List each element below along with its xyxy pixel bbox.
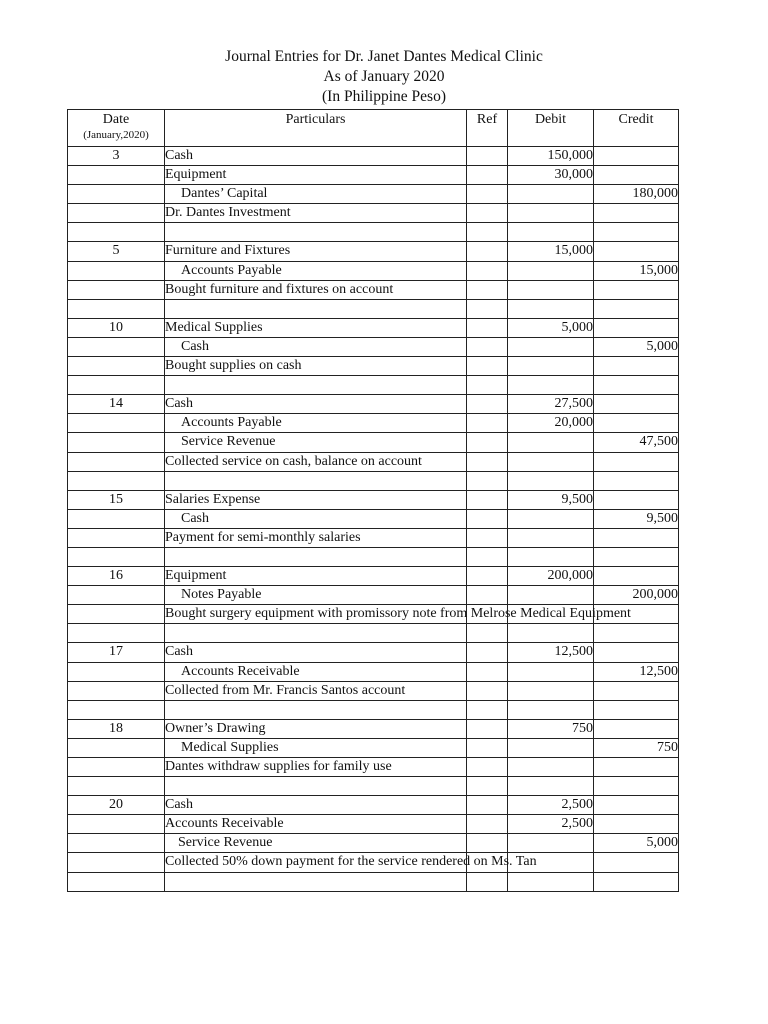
empty-cell: [508, 624, 594, 643]
entry-date: [68, 605, 165, 624]
ref-cell: [467, 414, 508, 433]
debit-cell: 20,000: [508, 414, 594, 433]
empty-cell: [594, 777, 679, 796]
credit-cell: 180,000: [594, 185, 679, 204]
debit-cell: [508, 758, 594, 777]
separator-row: [68, 376, 679, 395]
credit-cell: [594, 395, 679, 414]
empty-cell: [508, 223, 594, 242]
entry-date: [68, 204, 165, 223]
separator-row: [68, 872, 679, 891]
journal-row: [68, 452, 679, 471]
particulars-cell: Accounts Payable: [165, 261, 467, 280]
ref-cell: [467, 242, 508, 261]
empty-cell: [508, 700, 594, 719]
journal-body: [68, 147, 679, 892]
credit-header: Credit: [594, 110, 679, 147]
debit-cell: 2,500: [508, 815, 594, 834]
empty-cell: [467, 223, 508, 242]
journal-row: [68, 758, 679, 777]
journal-row: [68, 242, 679, 261]
ref-cell: [467, 643, 508, 662]
empty-cell: [68, 700, 165, 719]
entry-date: [68, 586, 165, 605]
debit-cell: [508, 586, 594, 605]
ref-cell: [467, 337, 508, 356]
particulars-cell: Medical Supplies: [165, 738, 467, 757]
credit-cell: [594, 204, 679, 223]
credit-cell: [594, 758, 679, 777]
entry-date: [68, 834, 165, 853]
separator-row: [68, 547, 679, 566]
journal-row: [68, 528, 679, 547]
credit-cell: [594, 681, 679, 700]
ref-cell: [467, 261, 508, 280]
credit-cell: 750: [594, 738, 679, 757]
date-header: [68, 110, 165, 147]
journal-row: [68, 204, 679, 223]
credit-cell: [594, 643, 679, 662]
ref-cell: [467, 490, 508, 509]
particulars-cell: Bought furniture and fixtures on account: [165, 280, 467, 299]
empty-cell: [68, 547, 165, 566]
empty-cell: [508, 376, 594, 395]
ref-cell: [467, 528, 508, 547]
separator-row: [68, 299, 679, 318]
empty-cell: [68, 872, 165, 891]
empty-cell: [165, 872, 467, 891]
particulars-cell: Dr. Dantes Investment: [165, 204, 467, 223]
empty-cell: [467, 624, 508, 643]
empty-cell: [508, 299, 594, 318]
ref-cell: [467, 834, 508, 853]
entry-date: [68, 758, 165, 777]
empty-cell: [467, 471, 508, 490]
ref-cell: [467, 433, 508, 452]
ref-cell: [467, 318, 508, 337]
title-line: Journal Entries for Dr. Janet Dantes Medical Clinic: [225, 48, 543, 65]
empty-cell: [594, 700, 679, 719]
currency-line: (In Philippine Peso): [322, 88, 446, 105]
entry-date: 15: [68, 490, 165, 509]
separator-row: [68, 777, 679, 796]
entry-date: [68, 414, 165, 433]
journal-row: [68, 586, 679, 605]
debit-cell: [508, 433, 594, 452]
credit-cell: [594, 567, 679, 586]
credit-cell: 5,000: [594, 337, 679, 356]
journal-row: [68, 681, 679, 700]
credit-cell: [594, 853, 679, 872]
journal-row: [68, 719, 679, 738]
journal-row: [68, 337, 679, 356]
journal-row: [68, 395, 679, 414]
empty-cell: [68, 376, 165, 395]
credit-cell: [594, 490, 679, 509]
particulars-cell: Dantes withdraw supplies for family use: [165, 758, 467, 777]
ref-cell: [467, 662, 508, 681]
debit-cell: 30,000: [508, 166, 594, 185]
particulars-cell: Furniture and Fixtures: [165, 242, 467, 261]
debit-cell: [508, 261, 594, 280]
ref-cell: [467, 681, 508, 700]
empty-cell: [467, 700, 508, 719]
entry-date: [68, 853, 165, 872]
journal-row: [68, 433, 679, 452]
empty-cell: [165, 471, 467, 490]
debit-header: Debit: [508, 110, 594, 147]
entry-date: [68, 433, 165, 452]
empty-cell: [165, 624, 467, 643]
credit-cell: [594, 452, 679, 471]
debit-cell: 27,500: [508, 395, 594, 414]
journal-row: [68, 166, 679, 185]
credit-cell: [594, 528, 679, 547]
credit-cell: [594, 719, 679, 738]
journal-row: [68, 147, 679, 166]
empty-cell: [467, 376, 508, 395]
ref-cell: [467, 758, 508, 777]
particulars-cell: Accounts Receivable: [165, 662, 467, 681]
journal-row: [68, 796, 679, 815]
particulars-cell: Cash: [165, 509, 467, 528]
separator-row: [68, 624, 679, 643]
empty-cell: [68, 299, 165, 318]
particulars-cell: Owner’s Drawing: [165, 719, 467, 738]
entry-date: 20: [68, 796, 165, 815]
credit-cell: 47,500: [594, 433, 679, 452]
journal-row: [68, 834, 679, 853]
journal-row: [68, 185, 679, 204]
empty-cell: [594, 624, 679, 643]
debit-cell: [508, 528, 594, 547]
entry-date: [68, 681, 165, 700]
journal-row: [68, 280, 679, 299]
empty-cell: [165, 700, 467, 719]
empty-cell: [165, 777, 467, 796]
journal-row: [68, 662, 679, 681]
particulars-cell: Accounts Payable: [165, 414, 467, 433]
entry-date: [68, 815, 165, 834]
entry-date: [68, 166, 165, 185]
debit-cell: [508, 738, 594, 757]
journal-row: [68, 414, 679, 433]
debit-cell: [508, 357, 594, 376]
ref-cell: [467, 357, 508, 376]
empty-cell: [508, 777, 594, 796]
credit-cell: [594, 796, 679, 815]
ref-cell: [467, 738, 508, 757]
debit-cell: 12,500: [508, 643, 594, 662]
entry-date: [68, 662, 165, 681]
ref-cell: [467, 395, 508, 414]
entry-date: [68, 357, 165, 376]
empty-cell: [467, 872, 508, 891]
entry-date: [68, 261, 165, 280]
entry-date: [68, 509, 165, 528]
debit-cell: 5,000: [508, 318, 594, 337]
particulars-cell: Service Revenue: [165, 433, 467, 452]
empty-cell: [594, 223, 679, 242]
entry-date: [68, 452, 165, 471]
particulars-cell: Bought supplies on cash: [165, 357, 467, 376]
debit-cell: [508, 185, 594, 204]
debit-cell: 150,000: [508, 147, 594, 166]
entry-date: 10: [68, 318, 165, 337]
debit-cell: 15,000: [508, 242, 594, 261]
credit-cell: 12,500: [594, 662, 679, 681]
particulars-cell: Dantes’ Capital: [165, 185, 467, 204]
separator-row: [68, 223, 679, 242]
particulars-cell: Collected 50% down payment for the service rendered on Ms. Tan: [165, 853, 467, 872]
credit-cell: [594, 280, 679, 299]
credit-cell: [594, 318, 679, 337]
empty-cell: [165, 547, 467, 566]
entry-date: 17: [68, 643, 165, 662]
empty-cell: [467, 299, 508, 318]
empty-cell: [68, 223, 165, 242]
empty-cell: [68, 624, 165, 643]
credit-cell: [594, 815, 679, 834]
ref-cell: [467, 796, 508, 815]
debit-cell: [508, 452, 594, 471]
separator-row: [68, 471, 679, 490]
empty-cell: [165, 223, 467, 242]
empty-cell: [165, 299, 467, 318]
journal-row: [68, 738, 679, 757]
credit-cell: 15,000: [594, 261, 679, 280]
journal-row: [68, 261, 679, 280]
separator-row: [68, 700, 679, 719]
particulars-cell: Accounts Receivable: [165, 815, 467, 834]
particulars-cell: Service Revenue: [165, 834, 467, 853]
debit-cell: [508, 662, 594, 681]
journal-row: [68, 853, 679, 872]
particulars-cell: Medical Supplies: [165, 318, 467, 337]
debit-cell: [508, 509, 594, 528]
debit-cell: [508, 204, 594, 223]
date-header-sub: (January,2020): [83, 129, 149, 141]
journal-row: [68, 567, 679, 586]
ref-cell: [467, 204, 508, 223]
particulars-cell: Cash: [165, 643, 467, 662]
empty-cell: [594, 872, 679, 891]
ref-cell: [467, 452, 508, 471]
ref-header: Ref: [467, 110, 508, 147]
empty-cell: [508, 471, 594, 490]
empty-cell: [467, 547, 508, 566]
debit-cell: 2,500: [508, 796, 594, 815]
journal-row: [68, 490, 679, 509]
ref-cell: [467, 280, 508, 299]
empty-cell: [594, 547, 679, 566]
credit-cell: 9,500: [594, 509, 679, 528]
ref-cell: [467, 567, 508, 586]
entry-date: [68, 528, 165, 547]
particulars-header: Particulars: [165, 110, 467, 147]
ref-cell: [467, 147, 508, 166]
empty-cell: [594, 376, 679, 395]
entry-date: 5: [68, 242, 165, 261]
journal-row: [68, 643, 679, 662]
particulars-cell: Salaries Expense: [165, 490, 467, 509]
period-line: As of January 2020: [323, 68, 445, 85]
credit-cell: [594, 414, 679, 433]
ref-cell: [467, 509, 508, 528]
date-header-label: Date: [102, 112, 130, 127]
credit-cell: [594, 357, 679, 376]
particulars-cell: Equipment: [165, 166, 467, 185]
journal-row: [68, 605, 679, 624]
credit-cell: 200,000: [594, 586, 679, 605]
journal-row: [68, 509, 679, 528]
particulars-cell: Collected from Mr. Francis Santos account: [165, 681, 467, 700]
credit-cell: 5,000: [594, 834, 679, 853]
entry-date: [68, 738, 165, 757]
debit-cell: [508, 681, 594, 700]
journal-table: [67, 109, 679, 892]
entry-date: [68, 280, 165, 299]
credit-cell: [594, 166, 679, 185]
journal-row: [68, 815, 679, 834]
particulars-cell: Collected service on cash, balance on account: [165, 452, 467, 471]
debit-cell: 750: [508, 719, 594, 738]
ref-cell: [467, 185, 508, 204]
entry-date: 16: [68, 567, 165, 586]
particulars-cell: Cash: [165, 337, 467, 356]
empty-cell: [594, 299, 679, 318]
empty-cell: [68, 471, 165, 490]
ref-cell: [467, 815, 508, 834]
entry-date: [68, 185, 165, 204]
empty-cell: [508, 547, 594, 566]
document-title: [0, 47, 768, 107]
ref-cell: [467, 166, 508, 185]
particulars-cell: Cash: [165, 147, 467, 166]
particulars-cell: Cash: [165, 796, 467, 815]
entry-date: 3: [68, 147, 165, 166]
particulars-cell: Notes Payable: [165, 586, 467, 605]
particulars-cell: Cash: [165, 395, 467, 414]
empty-cell: [594, 471, 679, 490]
empty-cell: [165, 376, 467, 395]
journal-row: [68, 357, 679, 376]
ref-cell: [467, 586, 508, 605]
debit-cell: [508, 834, 594, 853]
ref-cell: [467, 719, 508, 738]
entry-date: [68, 337, 165, 356]
debit-cell: [508, 280, 594, 299]
debit-cell: 200,000: [508, 567, 594, 586]
entry-date: 14: [68, 395, 165, 414]
header-row: [68, 110, 679, 147]
particulars-cell: Payment for semi-monthly salaries: [165, 528, 467, 547]
journal-row: [68, 318, 679, 337]
particulars-cell: Equipment: [165, 567, 467, 586]
credit-cell: [594, 147, 679, 166]
debit-cell: [508, 337, 594, 356]
particulars-cell: Bought surgery equipment with promissory note from Melrose Medical Equipment: [165, 605, 467, 624]
entry-date: 18: [68, 719, 165, 738]
empty-cell: [68, 777, 165, 796]
empty-cell: [508, 872, 594, 891]
empty-cell: [467, 777, 508, 796]
debit-cell: 9,500: [508, 490, 594, 509]
credit-cell: [594, 242, 679, 261]
